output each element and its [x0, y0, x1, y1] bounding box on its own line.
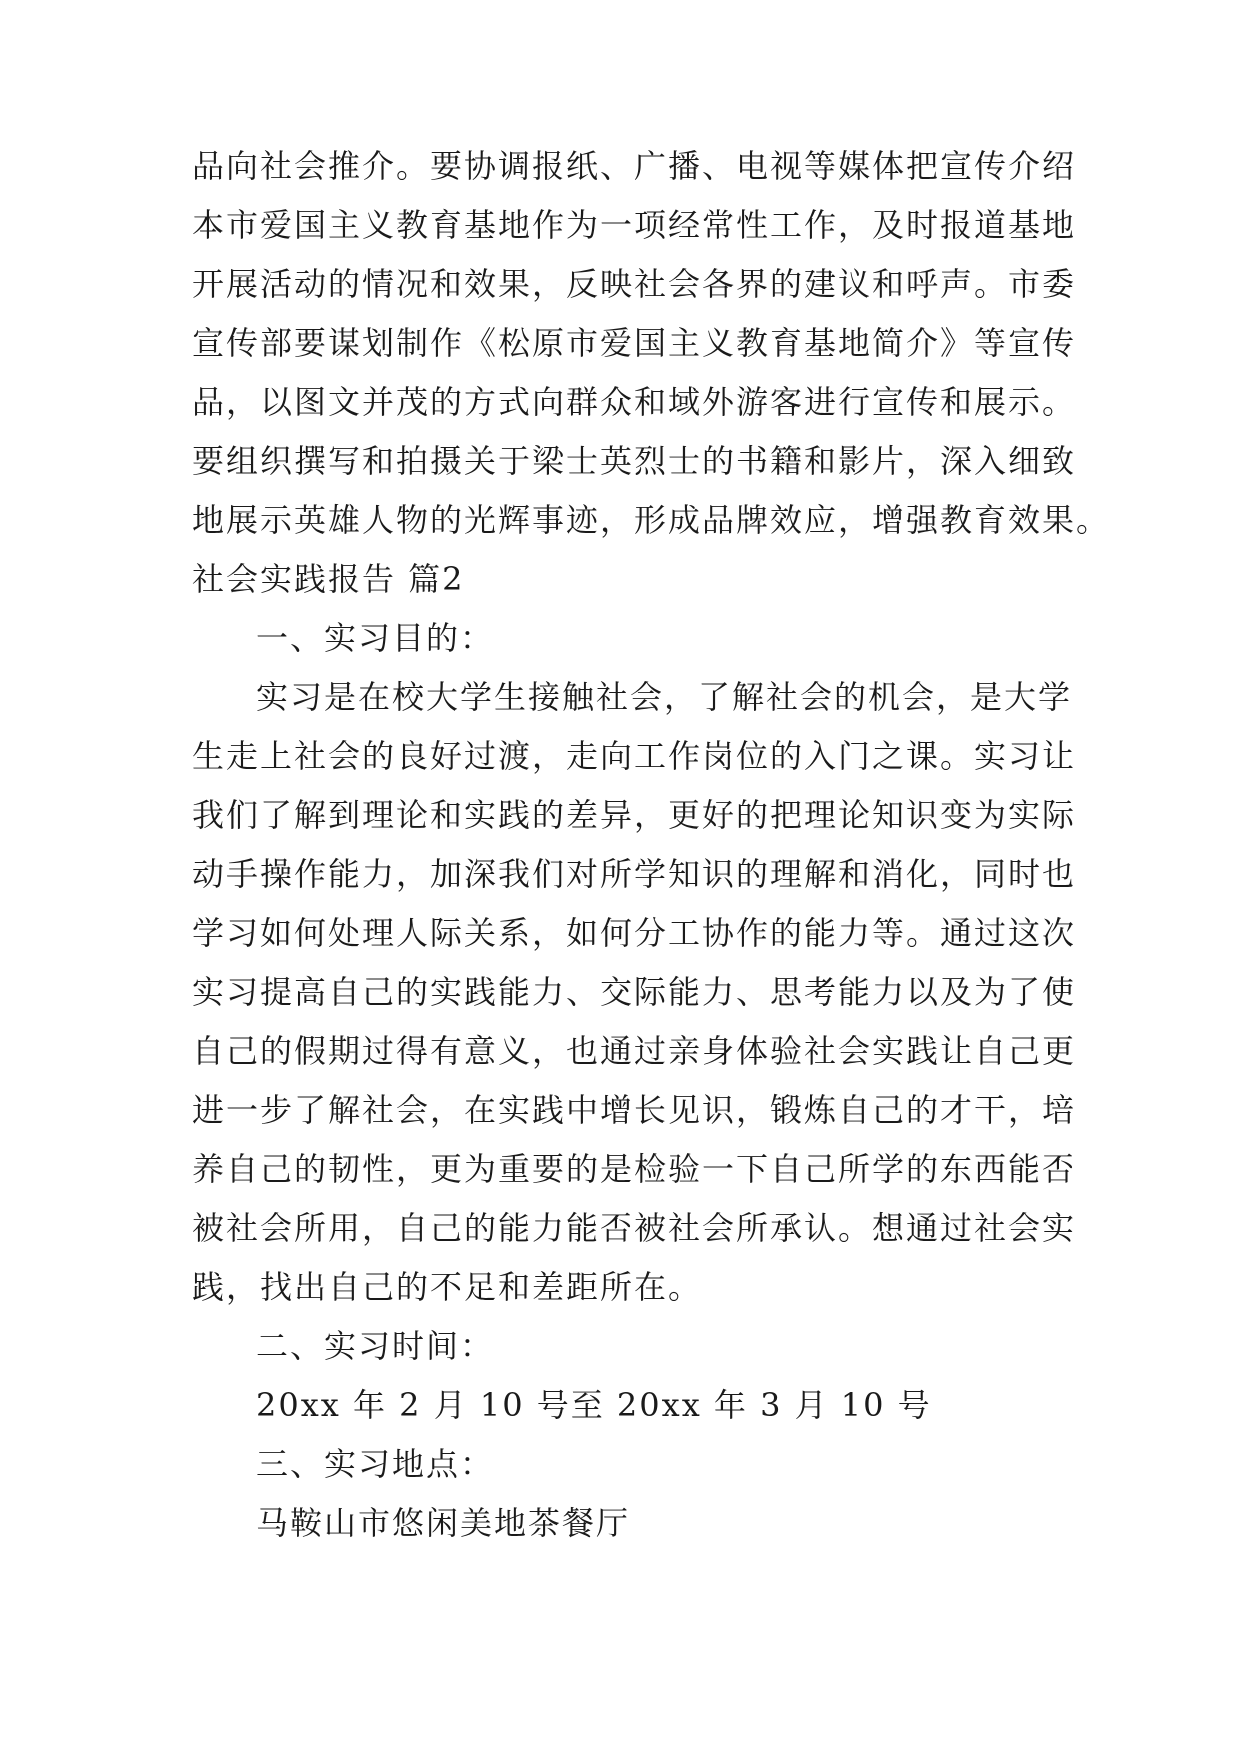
paragraph-line: 进一步了解社会，在实践中增长见识，锻炼自己的才干，培	[192, 1091, 1077, 1129]
paragraph-line: 本市爱国主义教育基地作为一项经常性工作，及时报道基地	[192, 206, 1077, 244]
paragraph-line: 要组织撰写和拍摄关于梁士英烈士的书籍和影片，深入细致	[192, 442, 1077, 480]
paragraph-line: 生走上社会的良好过渡，走向工作岗位的入门之课。实习让	[192, 737, 1077, 775]
paragraph-line: 实习是在校大学生接触社会，了解社会的机会，是大学	[256, 678, 1073, 716]
paragraph-line: 宣传部要谋划制作《松原市爱国主义教育基地简介》等宣传	[192, 324, 1077, 362]
subsection-heading: 三、实习地点：	[256, 1445, 495, 1483]
paragraph-line: 学习如何处理人际关系，如何分工协作的能力等。通过这次	[192, 914, 1077, 952]
internship-dates: 20xx 年 2 月 10 号至 20xx 年 3 月 10 号	[256, 1386, 932, 1424]
paragraph-line: 实习提高自己的实践能力、交际能力、思考能力以及为了使	[192, 973, 1077, 1011]
paragraph-line: 被社会所用，自己的能力能否被社会所承认。想通过社会实	[192, 1209, 1077, 1247]
paragraph-line: 我们了解到理论和实践的差异，更好的把理论知识变为实际	[192, 796, 1077, 834]
paragraph-line: 动手操作能力，加深我们对所学知识的理解和消化，同时也	[192, 855, 1077, 893]
paragraph-line: 养自己的韧性，更为重要的是检验一下自己所学的东西能否	[192, 1150, 1077, 1188]
paragraph-line: 自己的假期过得有意义，也通过亲身体验社会实践让自己更	[192, 1032, 1077, 1070]
section-heading: 社会实践报告 篇2	[192, 560, 465, 598]
paragraph-line: 践，找出自己的不足和差距所在。	[192, 1268, 703, 1306]
paragraph-line: 开展活动的情况和效果，反映社会各界的建议和呼声。市委	[192, 265, 1077, 303]
subsection-heading: 二、实习时间：	[256, 1327, 495, 1365]
paragraph-line: 品，以图文并茂的方式向群众和域外游客进行宣传和展示。	[192, 383, 1077, 421]
internship-location: 马鞍山市悠闲美地茶餐厅	[256, 1504, 631, 1542]
paragraph-line: 地展示英雄人物的光辉事迹，形成品牌效应，增强教育效果。	[192, 501, 1111, 539]
paragraph-line: 品向社会推介。要协调报纸、广播、电视等媒体把宣传介绍	[192, 147, 1077, 185]
subsection-heading: 一、实习目的：	[256, 619, 495, 657]
